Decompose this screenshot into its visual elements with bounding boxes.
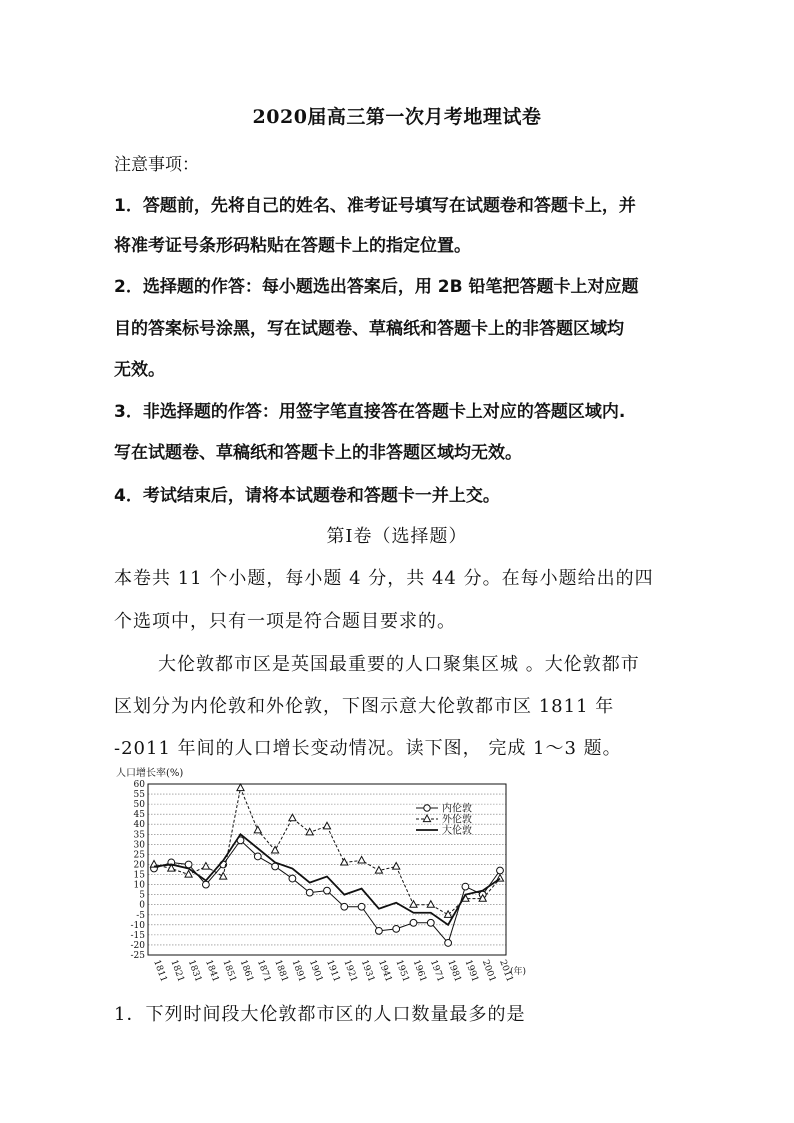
data-point	[306, 828, 313, 835]
data-point	[410, 901, 417, 908]
y-tick-label: 30	[133, 840, 145, 851]
x-tick-label: 1861	[237, 958, 255, 984]
y-tick-label: 5	[139, 890, 145, 901]
data-point	[272, 846, 279, 853]
note-line-8: 4．考试结束后，请将本试题卷和答题卡一并上交。	[114, 486, 500, 506]
x-axis-title: (年)	[510, 967, 527, 977]
x-tick-label: 1931	[358, 958, 377, 984]
data-point	[375, 867, 382, 874]
x-tick-label: 1971	[427, 958, 446, 984]
data-point	[289, 814, 296, 821]
data-point	[289, 875, 296, 882]
data-point	[237, 784, 244, 791]
y-tick-label: 10	[133, 880, 145, 891]
x-tick-label: 1871	[254, 958, 273, 984]
y-axis-title: 人口增长率(%)	[116, 768, 184, 779]
data-point	[497, 867, 504, 874]
x-tick-label: 1991	[462, 958, 480, 984]
data-point	[393, 925, 400, 932]
y-tick-label: 40	[133, 820, 145, 831]
x-tick-label: 2001	[479, 958, 498, 984]
data-point	[376, 927, 383, 934]
y-tick-label: 60	[133, 780, 145, 790]
y-tick-label: -20	[130, 940, 145, 951]
note-line-4: 目的答案标号涂黑，写在试题卷、草稿纸和答题卡上的非答题区域均	[114, 319, 624, 339]
section-title: 第Ⅰ卷（选择题）	[326, 526, 468, 547]
data-point	[323, 822, 330, 829]
x-tick-label: 1821	[168, 958, 186, 984]
data-point	[203, 881, 210, 888]
question-1: 1．下列时间段大伦敦都市区的人口数量最多的是	[114, 1004, 526, 1025]
data-point	[185, 861, 192, 868]
data-point	[254, 826, 261, 833]
x-tick-label: 1981	[445, 958, 463, 984]
note-line-3: 2．选择题的作答：每小题选出答案后，用 2B 铅笔把答题卡上对应题	[114, 277, 639, 297]
passage-line-3: -2011 年间的人口增长变动情况。读下图， 完成 1～3 题。	[114, 738, 622, 759]
legend-label: 内伦敦	[442, 803, 472, 815]
passage-line-2: 区划分为内伦敦和外伦敦，下图示意大伦敦都市区 1811 年	[114, 696, 615, 717]
population-growth-chart	[114, 764, 534, 990]
note-line-7: 写在试题卷、草稿纸和答题卡上的非答题区域均无效。	[114, 443, 522, 463]
intro-line-1: 本卷共 11 个小题，每小题 4 分，共 44 分。在每小题给出的四	[114, 568, 654, 589]
y-tick-label: -15	[130, 930, 145, 941]
data-point	[410, 919, 417, 926]
legend-label: 外伦敦	[442, 814, 472, 826]
data-point	[427, 919, 434, 926]
x-tick-label: 1841	[203, 958, 221, 984]
y-tick-label: 20	[133, 860, 145, 871]
y-tick-label: 45	[133, 810, 145, 821]
legend-label: 大伦敦	[442, 825, 472, 837]
data-point	[427, 901, 434, 908]
note-line-5: 无效。	[114, 360, 165, 380]
data-point	[324, 887, 331, 894]
x-tick-label: 1901	[306, 958, 325, 984]
data-point	[393, 862, 400, 869]
x-tick-label: 1891	[289, 958, 307, 984]
x-tick-label: 2011	[497, 958, 515, 984]
legend-marker	[423, 815, 430, 822]
data-point	[220, 873, 227, 880]
x-tick-label: 1961	[410, 958, 428, 984]
x-tick-label: 1941	[376, 958, 394, 984]
data-point	[462, 883, 469, 890]
x-tick-label: 1881	[272, 958, 290, 984]
y-tick-label: -5	[136, 910, 145, 921]
y-tick-label: 35	[133, 830, 145, 841]
x-tick-label: 1831	[185, 958, 204, 984]
x-tick-label: 1921	[341, 958, 359, 984]
data-point	[445, 940, 452, 947]
note-line-2: 将准考证号条形码粘贴在答题卡上的指定位置。	[114, 236, 471, 256]
data-point	[202, 862, 209, 869]
notice-heading: 注意事项：	[114, 155, 199, 175]
x-tick-label: 1851	[220, 958, 238, 984]
y-tick-label: 55	[133, 790, 145, 801]
x-tick-label: 1951	[393, 958, 411, 984]
note-line-6: 3．非选择题的作答：用签字笔直接答在答题卡上对应的答题区域内.	[114, 402, 626, 422]
intro-line-2: 个选项中，只有一项是符合题目要求的。	[114, 611, 456, 632]
legend-marker	[424, 805, 430, 811]
note-line-1: 1．答题前，先将自己的姓名、准考证号填写在试题卷和答题卡上，并	[114, 196, 636, 216]
data-point	[358, 856, 365, 863]
data-point	[306, 889, 313, 896]
data-point	[185, 871, 192, 878]
data-point	[254, 853, 261, 860]
y-tick-label: 25	[133, 850, 145, 861]
x-tick-label: 1911	[324, 958, 342, 984]
x-tick-label: 1811	[151, 958, 169, 984]
data-point	[358, 903, 365, 910]
data-point	[341, 903, 348, 910]
passage-line-1: 大伦敦都市区是英国最重要的人口聚集区城 。大伦敦都市	[158, 654, 640, 675]
y-tick-label: -25	[130, 951, 145, 961]
y-tick-label: -10	[130, 920, 145, 931]
y-tick-label: 50	[133, 800, 145, 811]
data-point	[445, 911, 452, 918]
y-tick-label: 0	[139, 900, 145, 911]
exam-title: 2020届高三第一次月考地理试卷	[252, 106, 542, 128]
y-tick-label: 15	[133, 870, 145, 881]
